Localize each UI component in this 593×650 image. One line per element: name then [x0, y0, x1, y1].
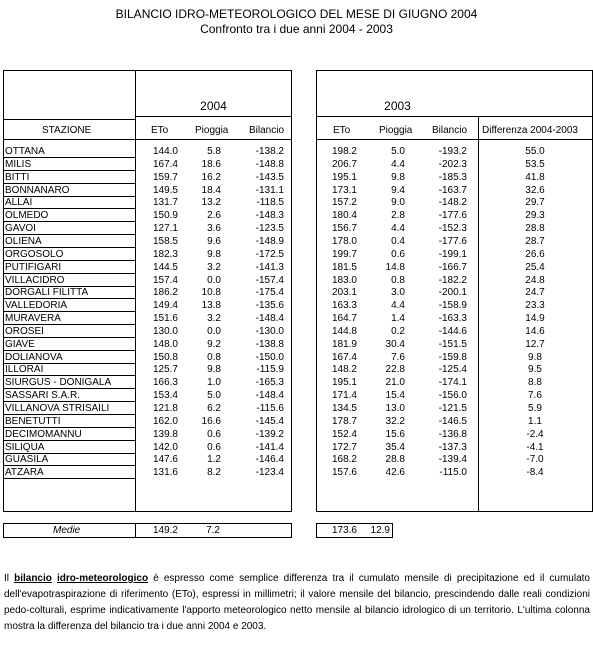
cell-eto-2003: 148.2	[331, 364, 357, 376]
cell-rain-2003: 1.4	[391, 313, 405, 325]
cell-rain-2003: 3.0	[391, 287, 405, 299]
cell-station: SIURGUS - DONIGALA	[5, 377, 112, 389]
cell-balance-2004: -175.4	[255, 287, 284, 299]
cell-balance-2003: -158.9	[438, 300, 467, 312]
cell-balance-2003: -139.4	[438, 454, 467, 466]
avg-rain-2003: 12.9	[370, 525, 390, 536]
cell-eto-2003: 152.4	[331, 428, 357, 440]
cell-balance-2003: -144.6	[438, 325, 467, 337]
cell-station: SILIQUA	[5, 441, 45, 453]
cell-difference: 29.7	[525, 197, 545, 209]
cell-rain-2004: 18.4	[201, 184, 221, 196]
cell-balance-2003: -148.2	[438, 197, 467, 209]
cell-eto-2003: 195.1	[331, 171, 357, 183]
cell-difference: 28.8	[525, 223, 545, 235]
cell-rain-2003: 9.8	[391, 171, 405, 183]
cell-balance-2003: -182.2	[438, 274, 467, 286]
cell-rain-2003: 0.4	[391, 235, 405, 247]
cell-balance-2003: -152.3	[438, 223, 467, 235]
cell-balance-2003: -166.7	[438, 261, 467, 273]
cell-eto-2003: 181.5	[331, 261, 357, 273]
cell-eto-2003: 168.2	[331, 454, 357, 466]
cell-balance-2004: -172.5	[255, 248, 284, 260]
cell-eto-2003: 178.0	[331, 235, 357, 247]
cell-rain-2004: 9.6	[207, 235, 221, 247]
cell-eto-2003: 183.0	[331, 274, 357, 286]
cell-balance-2004: -138.8	[255, 338, 284, 350]
cell-rain-2003: 7.6	[391, 351, 405, 363]
cell-rain-2003: 9.4	[391, 184, 405, 196]
cell-eto-2004: 186.2	[152, 287, 178, 299]
cell-difference: 41.8	[525, 171, 545, 183]
cell-rain-2004: 9.8	[207, 248, 221, 260]
cell-rain-2003: 14.8	[385, 261, 405, 273]
cell-station: VILLANOVA STRISAILI	[5, 403, 110, 414]
cell-rain-2004: 5.0	[207, 390, 221, 402]
cell-station: GUASILA	[5, 454, 49, 466]
explanatory-note	[4, 571, 590, 635]
cell-eto-2004: 153.4	[152, 390, 178, 402]
cell-eto-2004: 144.5	[152, 261, 178, 273]
cell-rain-2004: 2.6	[207, 210, 221, 222]
page-subtitle: Confronto tra i due anni 2004 - 2003	[200, 22, 393, 36]
cell-eto-2003: 171.4	[331, 390, 357, 402]
cell-eto-2004: 157.4	[152, 274, 178, 286]
cell-station: BONNANARO	[5, 184, 70, 196]
cell-station: PUTIFIGARI	[5, 261, 62, 273]
cell-eto-2004: 131.6	[152, 467, 178, 479]
col-header-balance-2003: Bilancio	[432, 125, 468, 136]
cell-difference: 14.6	[525, 325, 545, 337]
note-term-bilancio: bilancio	[14, 573, 52, 584]
cell-station: VALLEDORIA	[5, 300, 68, 312]
cell-balance-2004: -123.4	[255, 467, 284, 479]
cell-station: DORGALI FILITTA	[5, 287, 89, 299]
cell-balance-2004: -130.0	[255, 325, 284, 337]
page-title: BILANCIO IDRO-METEOROLOGICO DEL MESE DI GIUGNO 2004	[115, 7, 478, 21]
cell-eto-2003: 157.2	[331, 197, 357, 209]
averages-label: Medie	[53, 525, 81, 536]
cell-rain-2004: 0.0	[207, 325, 221, 337]
divider	[3, 139, 292, 140]
cell-balance-2004: -157.4	[255, 274, 284, 286]
cell-rain-2003: 13.0	[385, 403, 405, 414]
cell-balance-2003: -121.5	[438, 403, 467, 414]
cell-eto-2003: 156.7	[331, 223, 357, 235]
cell-eto-2004: 144.0	[152, 146, 178, 157]
cell-balance-2004: -115.9	[256, 364, 284, 376]
cell-station: BITTI	[5, 171, 30, 183]
cell-station: OLMEDO	[5, 210, 49, 222]
cell-rain-2004: 6.2	[207, 403, 221, 414]
cell-rain-2003: 15.4	[385, 390, 405, 402]
cell-balance-2003: -163.7	[438, 184, 467, 196]
cell-difference: 7.6	[528, 390, 542, 402]
cell-eto-2003: 199.7	[331, 248, 357, 260]
cell-difference: -2.4	[526, 428, 544, 440]
cell-rain-2003: 21.0	[385, 377, 405, 389]
cell-eto-2003: 157.6	[331, 467, 357, 479]
cell-station: SASSARI S.A.R.	[5, 390, 81, 402]
cell-balance-2004: -143.5	[255, 171, 284, 183]
cell-difference: 24.7	[525, 287, 545, 299]
cell-difference: 23.3	[525, 300, 545, 312]
cell-difference: 24.8	[525, 274, 545, 286]
cell-eto-2004: 166.3	[152, 377, 178, 389]
cell-eto-2003: 180.4	[331, 210, 357, 222]
col-header-eto-2003: ETo	[333, 125, 351, 136]
cell-balance-2003: -163.3	[438, 313, 467, 325]
cell-eto-2003: 195.1	[331, 377, 357, 389]
cell-balance-2004: -148.4	[255, 390, 284, 402]
cell-rain-2003: 0.2	[391, 325, 405, 337]
cell-balance-2003: -125.4	[438, 364, 467, 376]
cell-balance-2003: -115.0	[439, 467, 467, 479]
cell-balance-2003: -156.0	[438, 390, 467, 402]
cell-rain-2004: 1.2	[207, 454, 221, 466]
cell-balance-2004: -123.5	[255, 223, 284, 235]
cell-balance-2003: -146.5	[438, 415, 467, 427]
cell-difference: 1.1	[528, 415, 542, 427]
cell-rain-2003: 35.4	[385, 441, 405, 453]
cell-balance-2003: -151.5	[438, 338, 467, 350]
cell-balance-2004: -139.2	[255, 428, 284, 440]
cell-difference: 32.6	[525, 184, 545, 196]
avg-eto-2004: 149.2	[152, 525, 178, 536]
cell-eto-2004: 147.6	[152, 454, 178, 466]
cell-balance-2003: -200.1	[438, 287, 467, 299]
cell-rain-2003: 22.8	[385, 364, 405, 376]
cell-difference: 9.5	[528, 364, 542, 376]
cell-eto-2003: 134.5	[331, 403, 357, 414]
col-header-balance-2004: Bilancio	[249, 125, 285, 136]
cell-difference: -7.0	[526, 454, 544, 466]
cell-eto-2004: 149.5	[152, 184, 178, 196]
cell-eto-2004: 125.7	[152, 364, 178, 376]
cell-balance-2003: -174.1	[438, 377, 467, 389]
cell-eto-2003: 163.3	[331, 300, 357, 312]
cell-eto-2003: 144.8	[331, 325, 357, 337]
cell-rain-2003: 0.6	[391, 248, 405, 260]
cell-difference: 28.7	[525, 235, 545, 247]
cell-difference: 12.7	[525, 338, 545, 350]
year-2003-label: 2003	[384, 99, 411, 113]
cell-difference: 29.3	[525, 210, 545, 222]
cell-rain-2004: 8.2	[207, 467, 221, 479]
cell-eto-2004: 121.8	[152, 403, 178, 414]
cell-eto-2004: 131.7	[152, 197, 178, 209]
cell-eto-2004: 139.8	[152, 428, 178, 440]
avg-eto-2003: 173.6	[331, 525, 357, 536]
cell-station: BENETUTTI	[5, 415, 61, 427]
cell-station: ILLORAI	[5, 364, 44, 376]
divider	[136, 116, 291, 117]
cell-balance-2004: -118.5	[256, 197, 284, 209]
cell-rain-2004: 0.8	[207, 351, 221, 363]
cell-eto-2003: 173.1	[331, 184, 357, 196]
cell-eto-2004: 167.4	[152, 158, 178, 170]
cell-balance-2004: -148.3	[255, 210, 284, 222]
cell-eto-2003: 164.7	[331, 313, 357, 325]
cell-difference: -8.4	[526, 467, 544, 479]
cell-eto-2004: 150.8	[152, 351, 178, 363]
cell-rain-2004: 10.8	[201, 287, 221, 299]
cell-rain-2004: 5.8	[207, 146, 221, 157]
cell-balance-2004: -148.9	[255, 235, 284, 247]
cell-rain-2004: 3.2	[207, 313, 221, 325]
cell-balance-2003: -185.3	[438, 171, 467, 183]
cell-rain-2004: 13.8	[201, 300, 221, 312]
cell-balance-2003: -202.3	[438, 158, 467, 170]
cell-rain-2003: 4.4	[391, 300, 405, 312]
cell-balance-2004: -115.6	[256, 403, 284, 414]
cell-rain-2004: 0.0	[207, 274, 221, 286]
cell-balance-2004: -146.4	[255, 454, 284, 466]
cell-rain-2003: 5.0	[391, 146, 405, 157]
cell-balance-2004: -138.2	[255, 146, 284, 157]
cell-rain-2004: 9.2	[207, 338, 221, 350]
cell-station: MILIS	[5, 158, 32, 170]
cell-balance-2004: -148.4	[255, 313, 284, 325]
cell-rain-2003: 2.8	[391, 210, 405, 222]
cell-eto-2003: 203.1	[331, 287, 357, 299]
cell-rain-2003: 0.8	[391, 274, 405, 286]
cell-difference: 14.9	[525, 313, 545, 325]
cell-balance-2003: -159.8	[438, 351, 467, 363]
cell-balance-2003: -199.1	[438, 248, 467, 260]
cell-balance-2004: -150.0	[255, 351, 284, 363]
cell-eto-2003: 172.7	[331, 441, 357, 453]
cell-eto-2003: 206.7	[331, 158, 357, 170]
cell-station: GIAVE	[5, 338, 35, 350]
cell-balance-2004: -141.3	[255, 261, 284, 273]
cell-station: DECIMOMANNU	[5, 428, 82, 440]
cell-balance-2003: -177.6	[438, 210, 467, 222]
cell-difference: -4.1	[526, 441, 544, 453]
col-header-rain-2003: Pioggia	[379, 125, 413, 136]
cell-difference: 9.8	[528, 351, 542, 363]
cell-rain-2003: 32.2	[385, 415, 405, 427]
cell-balance-2003: -137.3	[438, 441, 467, 453]
cell-station: OTTANA	[5, 146, 45, 157]
cell-eto-2004: 158.5	[152, 235, 178, 247]
cell-difference: 26.6	[525, 248, 545, 260]
cell-balance-2003: -136.8	[438, 428, 467, 440]
cell-rain-2004: 18.6	[201, 158, 221, 170]
cell-eto-2003: 181.9	[331, 338, 357, 350]
year-2004-label: 2004	[200, 99, 227, 113]
cell-eto-2004: 127.1	[152, 223, 178, 235]
cell-rain-2004: 16.6	[201, 415, 221, 427]
cell-difference: 25.4	[525, 261, 545, 273]
col-header-eto-2004: ETo	[151, 125, 169, 136]
cell-balance-2004: -135.6	[255, 300, 284, 312]
cell-rain-2004: 1.0	[207, 377, 221, 389]
cell-difference: 8.8	[528, 377, 542, 389]
cell-rain-2003: 28.8	[385, 454, 405, 466]
cell-eto-2003: 178.7	[331, 415, 357, 427]
cell-rain-2004: 9.8	[207, 364, 221, 376]
cell-rain-2004: 3.6	[207, 223, 221, 235]
cell-eto-2004: 150.9	[152, 210, 178, 222]
cell-balance-2004: -148.8	[255, 158, 284, 170]
cell-balance-2004: -141.4	[255, 441, 284, 453]
cell-station: OROSEI	[5, 325, 44, 337]
cell-rain-2004: 13.2	[201, 197, 221, 209]
cell-station: DOLIANOVA	[5, 351, 63, 363]
cell-rain-2004: 16.2	[201, 171, 221, 183]
cell-eto-2004: 149.4	[152, 300, 178, 312]
cell-balance-2004: -165.3	[255, 377, 284, 389]
cell-rain-2004: 0.6	[207, 428, 221, 440]
cell-eto-2004: 130.0	[152, 325, 178, 337]
cell-eto-2003: 198.2	[331, 146, 357, 157]
cell-station: OLIENA	[5, 235, 42, 247]
col-header-difference: Differenza 2004-2003	[482, 125, 578, 136]
cell-station: ALLAI	[5, 197, 33, 209]
col-header-station: STAZIONE	[42, 125, 92, 136]
cell-balance-2004: -131.1	[255, 184, 284, 196]
cell-balance-2003: -177.6	[438, 235, 467, 247]
cell-rain-2003: 42.6	[385, 467, 405, 479]
cell-difference: 55.0	[525, 146, 545, 157]
divider	[316, 139, 593, 140]
cell-station: GAVOI	[5, 223, 36, 235]
cell-station: VILLACIDRO	[5, 274, 65, 286]
divider	[3, 119, 136, 120]
note-body: è espresso come semplice differenza tra il cumulato mensile di precipitazione ed il cumulato dell'evapotraspirazione di riferimento (ETo), espressi in millimetri; il valore mensile del bilancio, prescindendo dalle reali condizioni pedo-colturali, esprime indicativamente l'apporto meteorologico netto mensile al bilancio idrologico di un territorio. L'ultima colonna mostra la differenza del bilancio tra i due anni 2004 e 2003.	[4, 573, 590, 632]
cell-difference: 5.9	[528, 403, 542, 414]
avg-rain-2004: 7.2	[206, 525, 220, 536]
cell-difference: 53.5	[525, 158, 545, 170]
col-header-rain-2004: Pioggia	[195, 125, 229, 136]
cell-eto-2004: 142.0	[152, 441, 178, 453]
cell-eto-2003: 167.4	[331, 351, 357, 363]
cell-station: ATZARA	[5, 467, 44, 479]
note-prefix: Il	[4, 573, 15, 584]
cell-eto-2004: 182.3	[152, 248, 178, 260]
cell-eto-2004: 151.6	[152, 313, 178, 325]
cell-rain-2003: 4.4	[391, 158, 405, 170]
cell-rain-2003: 15.6	[385, 428, 405, 440]
cell-station: ORGOSOLO	[5, 248, 64, 260]
cell-station: MURAVERA	[5, 313, 61, 325]
cell-rain-2004: 0.6	[207, 441, 221, 453]
cell-balance-2003: -193.2	[438, 146, 467, 157]
cell-rain-2003: 9.0	[391, 197, 405, 209]
divider	[317, 116, 592, 117]
cell-eto-2004: 148.0	[152, 338, 178, 350]
cell-eto-2004: 162.0	[152, 415, 178, 427]
cell-balance-2004: -145.4	[255, 415, 284, 427]
cell-rain-2003: 4.4	[391, 223, 405, 235]
cell-rain-2004: 3.2	[207, 261, 221, 273]
note-term-idro: idro-meteorologico	[56, 573, 149, 584]
cell-eto-2004: 159.7	[152, 171, 178, 183]
cell-rain-2003: 30.4	[385, 338, 405, 350]
